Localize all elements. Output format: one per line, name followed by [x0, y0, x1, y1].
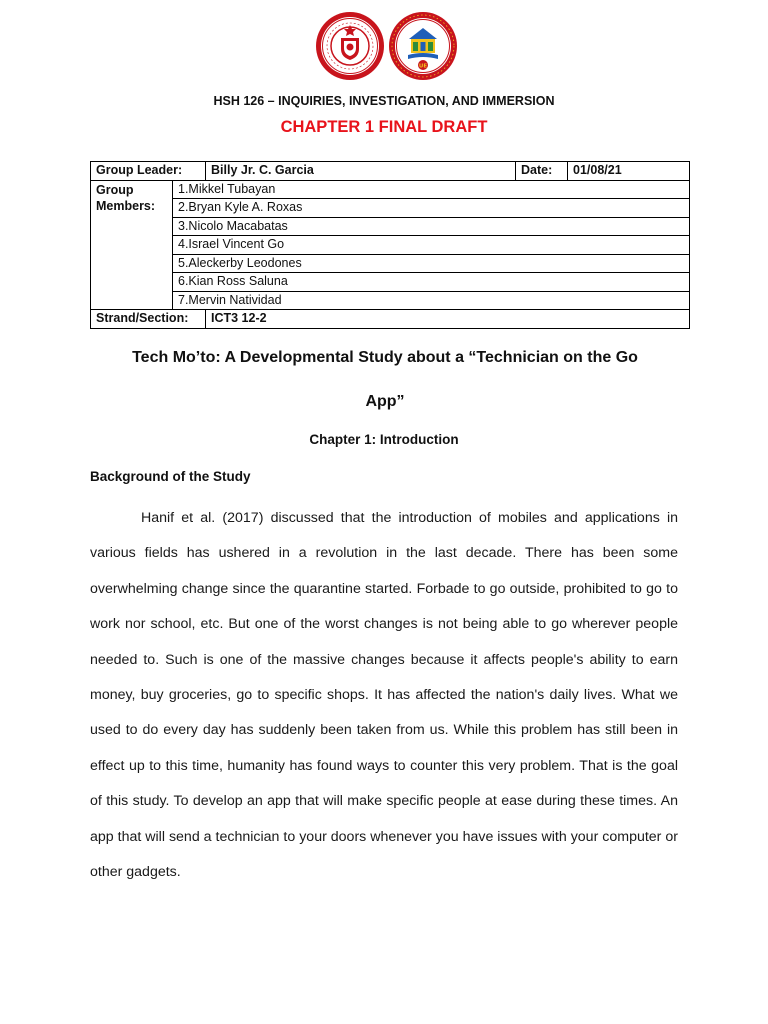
- study-title-line-2: App”: [365, 393, 405, 410]
- header-seals: [0, 11, 768, 83]
- member-item: 1.Mikkel Tubayan: [173, 180, 690, 199]
- member-row: [91, 217, 690, 236]
- members-label: Group Members:: [91, 180, 173, 310]
- member-item: 2.Bryan Kyle A. Roxas: [173, 199, 690, 218]
- strand-value: ICT3 12-2: [206, 310, 690, 329]
- member-item: 3.Nicolo Macabatas: [173, 217, 690, 236]
- chapter-heading: Chapter 1: Introduction: [309, 432, 459, 447]
- leader-value: Billy Jr. C. Garcia: [206, 162, 516, 181]
- date-value: 01/08/21: [568, 162, 690, 181]
- university-seal-icon: [315, 11, 385, 81]
- leader-row: [91, 162, 690, 181]
- member-row: [91, 291, 690, 310]
- member-row: [91, 254, 690, 273]
- svg-text:UE: UE: [418, 63, 428, 70]
- group-info-table: [90, 161, 690, 329]
- draft-label: CHAPTER 1 FINAL DRAFT: [280, 118, 488, 136]
- member-row: [91, 273, 690, 292]
- basic-education-seal-icon: [388, 11, 458, 81]
- background-paragraph: Hanif et al. (2017) discussed that the introduction of mobiles and applications in various fields has ushered in a revolution in the last decade. There has been some overwhelming change since the quarantine started. Forbade to go outside, prohibited to go to work nor school, etc. But one of the worst changes is not being able to go wherever people needed to. Such is one of the massive changes because it affects people's ability to earn money, buy groceries, go to specific shops. It has affected the nation's daily lives. What we used to do every day has suddenly been taken from us. While this problem has still been in effect up to this time, humanity has found ways to counter this very problem. That is the goal of this study. To develop an app that will make specific people at ease during these times. An app that will send a technician to your doors whenever you have issues with your computer or other gadgets.: [90, 510, 678, 881]
- leader-label: Group Leader:: [91, 162, 206, 181]
- study-title-line-1: Tech Mo’to: A Developmental Study about a “Technician on the Go: [132, 349, 638, 366]
- member-item: 7.Mervin Natividad: [173, 291, 690, 310]
- member-item: 6.Kian Ross Saluna: [173, 273, 690, 292]
- section-heading: Background of the Study: [90, 469, 251, 484]
- member-row: [91, 199, 690, 218]
- date-label: Date:: [516, 162, 568, 181]
- member-row: [91, 236, 690, 255]
- course-title: HSH 126 – INQUIRIES, INVESTIGATION, AND IMMERSION: [213, 94, 555, 108]
- member-item: 5.Aleckerby Leodones: [173, 254, 690, 273]
- strand-row: [91, 310, 690, 329]
- member-row: [91, 180, 690, 199]
- strand-label: Strand/Section:: [91, 310, 206, 329]
- member-item: 4.Israel Vincent Go: [173, 236, 690, 255]
